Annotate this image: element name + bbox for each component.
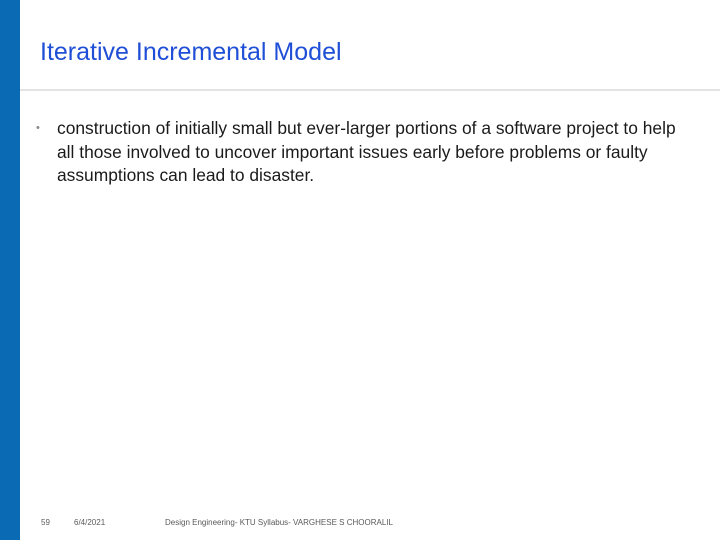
footer-date: 6/4/2021 — [74, 518, 106, 527]
bullet-list — [36, 117, 676, 188]
left-accent-bar — [0, 0, 20, 540]
bullet-item — [36, 117, 676, 188]
bullet-text: construction of initially small but ever-larger portions of a software project to help all those involved to uncover important issues early before problems or faulty assumptions can lead to disaster. — [57, 118, 676, 185]
title-divider — [20, 89, 720, 91]
footer-page-number: 59 — [41, 518, 50, 527]
footer-text: Design Engineering- KTU Syllabus- VARGHESE S CHOORALIL — [165, 518, 393, 527]
slide-title: Iterative Incremental Model — [40, 38, 342, 66]
bullet-marker: • — [36, 122, 40, 134]
